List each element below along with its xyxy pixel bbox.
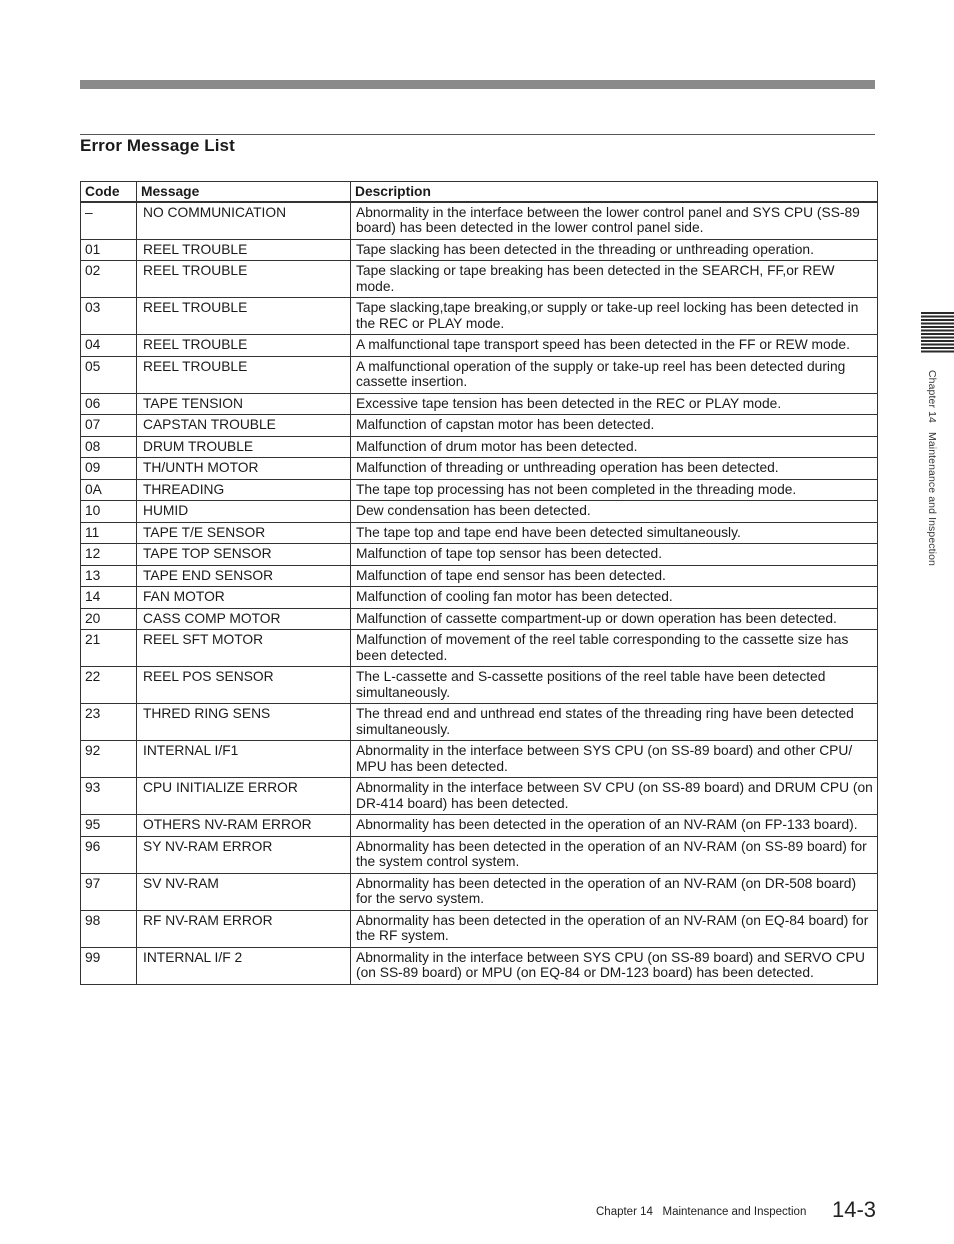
cell-message: TAPE TOP SENSOR xyxy=(137,544,351,566)
cell-message: THREADING xyxy=(137,479,351,501)
footer-chapter-label: Chapter 14 Maintenance and Inspection xyxy=(596,1206,807,1218)
column-header-code: Code xyxy=(81,182,137,202)
cell-description: Abnormality in the interface between SV CPU (on SS-89 board) and DRUM CPU (on DR-414 board) has been detected. xyxy=(351,778,878,815)
cell-message: REEL TROUBLE xyxy=(137,356,351,393)
cell-message: SY NV-RAM ERROR xyxy=(137,836,351,873)
cell-description: Malfunction of cooling fan motor has been detected. xyxy=(351,587,878,609)
error-message-table xyxy=(80,181,878,985)
cell-code: 14 xyxy=(81,587,137,609)
cell-message: REEL TROUBLE xyxy=(137,239,351,261)
table-header-row xyxy=(81,182,878,202)
cell-code: 93 xyxy=(81,778,137,815)
cell-description: Tape slacking,tape breaking,or supply or take-up reel locking has been detected in the REC or PLAY mode. xyxy=(351,298,878,335)
cell-message: REEL TROUBLE xyxy=(137,261,351,298)
cell-description: Malfunction of tape top sensor has been detected. xyxy=(351,544,878,566)
cell-code: 07 xyxy=(81,415,137,437)
table-row xyxy=(81,415,878,437)
cell-code: 02 xyxy=(81,261,137,298)
cell-code: 99 xyxy=(81,947,137,984)
cell-code: – xyxy=(81,202,137,240)
cell-message: REEL POS SENSOR xyxy=(137,667,351,704)
cell-code: 22 xyxy=(81,667,137,704)
table-row xyxy=(81,436,878,458)
cell-message: REEL SFT MOTOR xyxy=(137,630,351,667)
table-row xyxy=(81,335,878,357)
cell-description: Malfunction of movement of the reel table corresponding to the cassette size has been detected. xyxy=(351,630,878,667)
table-row xyxy=(81,356,878,393)
cell-description: The L-cassette and S-cassette positions of the reel table have been detected simultaneously. xyxy=(351,667,878,704)
table-row xyxy=(81,501,878,523)
table-row xyxy=(81,873,878,910)
cell-description: A malfunctional operation of the supply or take-up reel has been detected during cassette insertion. xyxy=(351,356,878,393)
cell-message: TAPE END SENSOR xyxy=(137,565,351,587)
cell-code: 95 xyxy=(81,815,137,837)
cell-code: 21 xyxy=(81,630,137,667)
cell-code: 0A xyxy=(81,479,137,501)
section-title: Error Message List xyxy=(80,136,235,155)
cell-description: A malfunctional tape transport speed has been detected in the FF or REW mode. xyxy=(351,335,878,357)
cell-code: 03 xyxy=(81,298,137,335)
cell-code: 09 xyxy=(81,458,137,480)
cell-code: 98 xyxy=(81,910,137,947)
table-row xyxy=(81,544,878,566)
table-row xyxy=(81,704,878,741)
table-row xyxy=(81,393,878,415)
cell-description: The tape top processing has not been completed in the threading mode. xyxy=(351,479,878,501)
table-row xyxy=(81,630,878,667)
cell-message: CASS COMP MOTOR xyxy=(137,608,351,630)
table-row xyxy=(81,778,878,815)
cell-code: 01 xyxy=(81,239,137,261)
table-row xyxy=(81,239,878,261)
cell-description: Abnormality in the interface between SYS CPU (on SS-89 board) and other CPU/ MPU has been detected. xyxy=(351,741,878,778)
cell-description: Dew condensation has been detected. xyxy=(351,501,878,523)
cell-code: 04 xyxy=(81,335,137,357)
cell-description: Abnormality has been detected in the operation of an NV-RAM (on EQ-84 board) for the RF system. xyxy=(351,910,878,947)
table-row xyxy=(81,202,878,240)
cell-code: 97 xyxy=(81,873,137,910)
cell-description: Malfunction of threading or unthreading operation has been detected. xyxy=(351,458,878,480)
cell-description: Abnormality has been detected in the operation of an NV-RAM (on DR-508 board) for the servo system. xyxy=(351,873,878,910)
header-bar xyxy=(80,80,875,89)
table-row xyxy=(81,522,878,544)
cell-code: 05 xyxy=(81,356,137,393)
cell-description: Abnormality has been detected in the operation of an NV-RAM (on FP-133 board). xyxy=(351,815,878,837)
table-row xyxy=(81,608,878,630)
table-row xyxy=(81,947,878,984)
cell-code: 10 xyxy=(81,501,137,523)
cell-code: 12 xyxy=(81,544,137,566)
cell-description: Tape slacking has been detected in the threading or unthreading operation. xyxy=(351,239,878,261)
cell-description: Malfunction of cassette compartment-up or down operation has been detected. xyxy=(351,608,878,630)
cell-code: 23 xyxy=(81,704,137,741)
cell-description: Tape slacking or tape breaking has been detected in the SEARCH, FF,or REW mode. xyxy=(351,261,878,298)
cell-description: The tape top and tape end have been detected simultaneously. xyxy=(351,522,878,544)
table-row xyxy=(81,741,878,778)
table-row xyxy=(81,298,878,335)
cell-description: Abnormality in the interface between SYS CPU (on SS-89 board) and SERVO CPU (on SS-89 board) or MPU (on EQ-84 or DM-123 board) has been detected. xyxy=(351,947,878,984)
cell-code: 11 xyxy=(81,522,137,544)
cell-message: RF NV-RAM ERROR xyxy=(137,910,351,947)
cell-message: INTERNAL I/F 2 xyxy=(137,947,351,984)
table-row xyxy=(81,667,878,704)
cell-message: CPU INITIALIZE ERROR xyxy=(137,778,351,815)
cell-description: Malfunction of tape end sensor has been detected. xyxy=(351,565,878,587)
table-row xyxy=(81,479,878,501)
cell-description: Abnormality has been detected in the operation of an NV-RAM (on SS-89 board) for the system control system. xyxy=(351,836,878,873)
cell-message: FAN MOTOR xyxy=(137,587,351,609)
cell-message: DRUM TROUBLE xyxy=(137,436,351,458)
table-row xyxy=(81,836,878,873)
chapter-tab-marker xyxy=(921,312,954,354)
cell-code: 06 xyxy=(81,393,137,415)
table-row xyxy=(81,261,878,298)
cell-message: REEL TROUBLE xyxy=(137,298,351,335)
table-row xyxy=(81,815,878,837)
cell-message: INTERNAL I/F1 xyxy=(137,741,351,778)
cell-message: THRED RING SENS xyxy=(137,704,351,741)
column-header-message: Message xyxy=(137,182,351,202)
cell-code: 92 xyxy=(81,741,137,778)
cell-description: Abnormality in the interface between the lower control panel and SYS CPU (SS-89 board) has been detected in the lower control panel side. xyxy=(351,202,878,240)
cell-code: 20 xyxy=(81,608,137,630)
cell-message: TH/UNTH MOTOR xyxy=(137,458,351,480)
side-chapter-label: Chapter 14 Maintenance and Inspection xyxy=(926,370,938,566)
cell-description: Malfunction of drum motor has been detected. xyxy=(351,436,878,458)
cell-description: The thread end and unthread end states of the threading ring have been detected simultaneously. xyxy=(351,704,878,741)
cell-code: 96 xyxy=(81,836,137,873)
table-body xyxy=(81,202,878,985)
cell-description: Malfunction of capstan motor has been detected. xyxy=(351,415,878,437)
cell-message: REEL TROUBLE xyxy=(137,335,351,357)
cell-message: OTHERS NV-RAM ERROR xyxy=(137,815,351,837)
cell-message: NO COMMUNICATION xyxy=(137,202,351,240)
title-rule xyxy=(80,134,875,135)
table-row xyxy=(81,587,878,609)
column-header-description: Description xyxy=(351,182,878,202)
cell-code: 13 xyxy=(81,565,137,587)
table-row xyxy=(81,565,878,587)
cell-message: SV NV-RAM xyxy=(137,873,351,910)
cell-message: CAPSTAN TROUBLE xyxy=(137,415,351,437)
cell-message: TAPE T/E SENSOR xyxy=(137,522,351,544)
cell-message: HUMID xyxy=(137,501,351,523)
cell-message: TAPE TENSION xyxy=(137,393,351,415)
page-number: 14-3 xyxy=(832,1197,877,1222)
cell-code: 08 xyxy=(81,436,137,458)
cell-description: Excessive tape tension has been detected in the REC or PLAY mode. xyxy=(351,393,878,415)
table-row xyxy=(81,458,878,480)
table-row xyxy=(81,910,878,947)
